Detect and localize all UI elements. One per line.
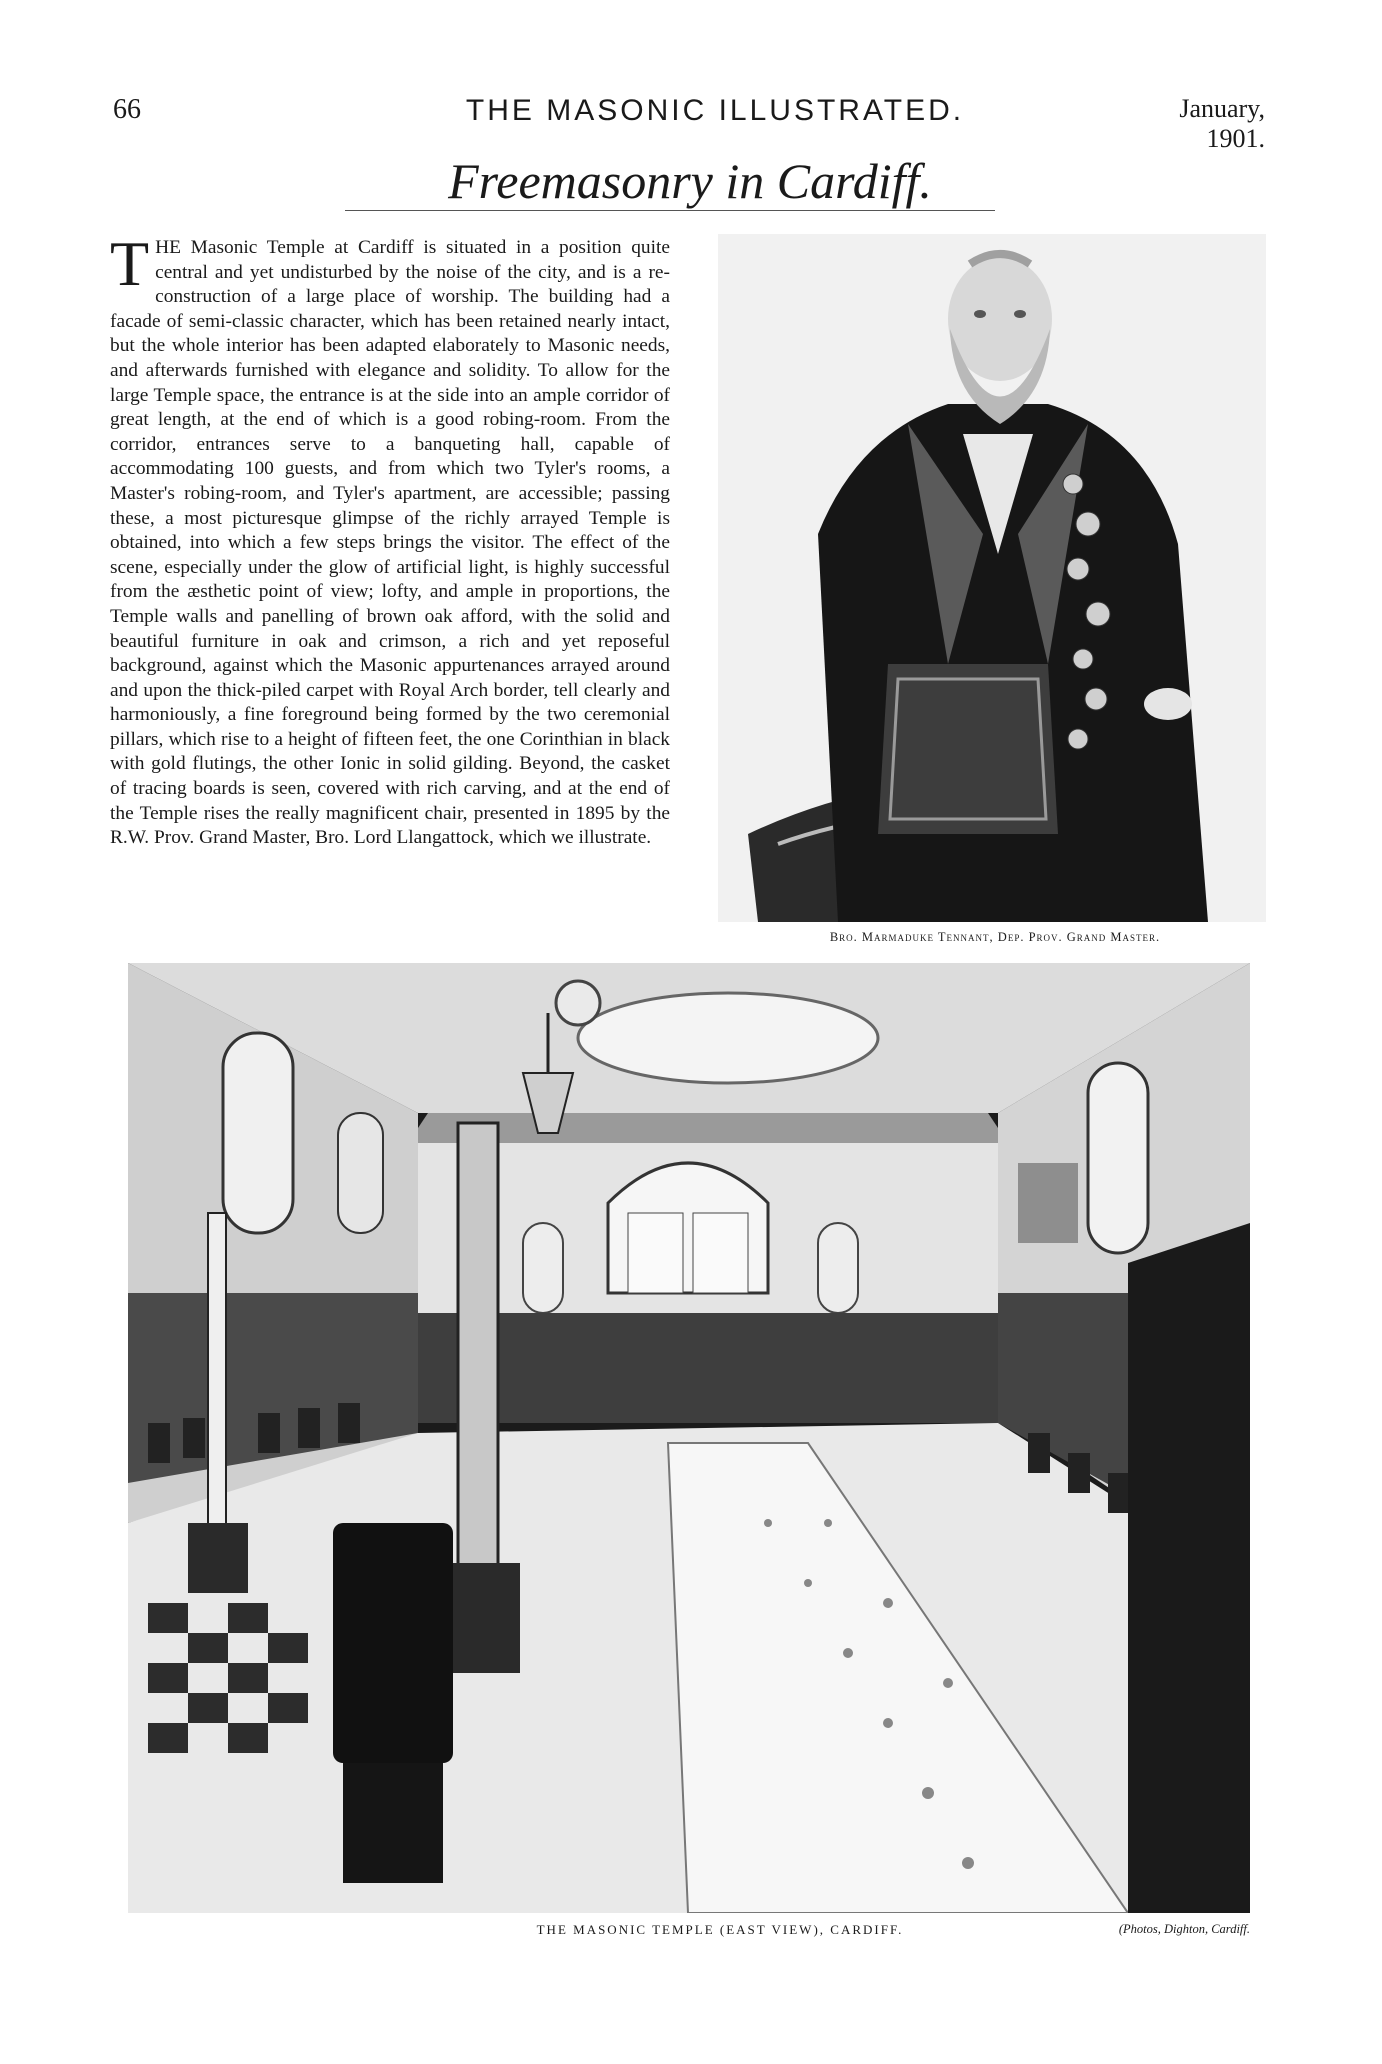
page-number: 66 xyxy=(113,94,141,125)
article-title: Freemasonry in Cardiff. xyxy=(448,153,932,209)
title-divider xyxy=(345,210,995,211)
masthead: THE MASONIC ILLUSTRATED. xyxy=(465,94,965,127)
photo-credit: (Photos, Dighton, Cardiff. xyxy=(1118,1922,1250,1936)
portrait-photo xyxy=(718,234,1266,922)
drop-cap: T xyxy=(110,228,150,299)
article-paragraph: HE Masonic Temple at Cardiff is situated in a position quite central and yet undisturbed by the noise of the city, and is a re-construction of a large place of worship. The building had a facade of semi-classic character, which has been retained nearly intact, but the whole interior has been adapted elaborately to Masonic needs, and afterwards furnished with elegance and solidity. To allow for the large Temple space, the entrance is at the side into an ample corridor of great length, at the end of which is a good robing-room. From the corridor, entrances serve to a banqueting hall, capable of accommodating 100 guests, and from which two Tyler's rooms, a Master's robing-room, and Tyler's apartment, are accessible; passing these, a most picturesque glimpse of the richly arrayed Temple is obtained, into which a few steps brings the visitor. The effect of the scene, especially under the glow of artificial light, is highly successful from the æsthetic point of view; lofty, and ample in proportions, the Temple walls and panelling of brown oak afford, with the solid and beautiful furniture in oak and crimson, a rich and yet reposeful background, against which the Masonic appurtenances arrayed around and upon the thick-piled carpet with Royal Arch border, tell clearly and harmoniously, a fine foreground being formed by the two ceremonial pillars, which rise to a height of fifteen feet, the one Corinthian in black with gold flutings, the other Ionic in solid gilding. Beyond, the casket of tracing boards is seen, covered with rich carving, and at the end of the Temple rises the really magnificent chair, presented in 1895 by the R.W. Prov. Grand Master, Bro. Lord Llangattock, which we illustrate. xyxy=(110,237,670,849)
temple-interior-illustration xyxy=(128,963,1250,1913)
portrait-caption: Bro. Marmaduke Tennant, Dep. Prov. Grand Master. xyxy=(829,930,1161,944)
article-body xyxy=(110,228,670,851)
portrait-illustration xyxy=(718,234,1266,922)
temple-caption: THE MASONIC TEMPLE (EAST VIEW), CARDIFF. xyxy=(536,1922,904,1937)
issue-date: January, 1901. xyxy=(1179,94,1265,153)
temple-photo xyxy=(128,963,1250,1913)
